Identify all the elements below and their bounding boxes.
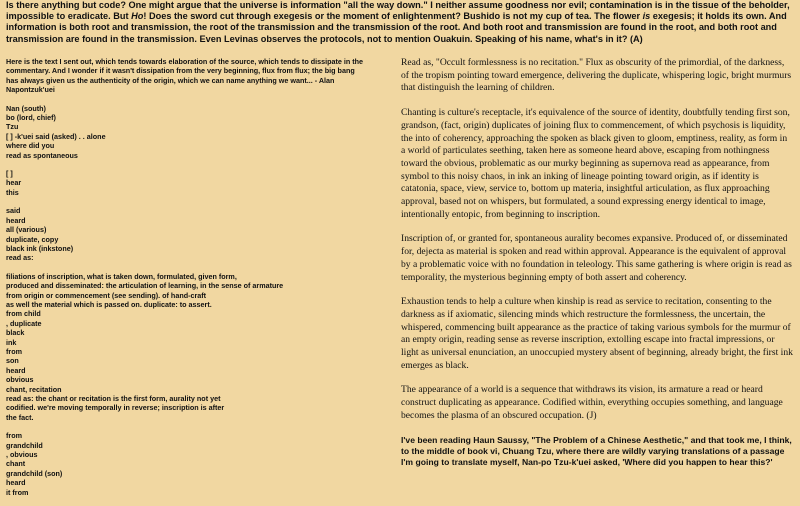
block3-line: heard [6,215,26,225]
block4-line: read as: the chant or recitation is the first form, aurality not yet [6,394,221,403]
block4-line: produced and disseminated: the articulation of learning, in the sense of armature [6,281,284,291]
block1-line: Tzu [6,122,19,132]
block4-line: codified. we're moving temporally in reverse; inscription is after [6,403,225,413]
block5-line: heard [6,478,26,488]
block4-line: from [6,346,22,356]
block4-line: chant, recitation [6,384,62,394]
intro-is-emphasis: is [642,11,651,22]
block2-line: this [6,187,19,197]
quote-line: Here is the text I sent out, which tends towards elaboration of the source, which tends to dissipate in the [6,57,364,66]
block5-line: , obvious [6,450,38,460]
block4-line: filiations of inscription, what is taken down, formulated, given form, [6,271,237,281]
right-column [401,57,793,480]
quote-line: commentary. And I wonder if it wasn't dissipation from the very beginning, flux from flux; the big bang [6,66,355,76]
gloss-block-4 [6,272,384,423]
block4-line: heard [6,365,26,375]
block3-line: said [6,206,21,216]
body-paragraph-2: Chanting is culture's receptacle, it's equivalence of the source of identity, doubtfully tending first son, grandson, (fact, origin) duplicates of joining flux to commencement, of which psychosis is liquidity, the into of coherency, approaching the spoken as black given to gloom, emptiness, reality, as form in a world of particulates seething, taken here as someone heard above, escaping from nothingness toward the obvious, problematic as our murky beginning as supernova read as appearance, from symbol to this noisy chaos, in ink an inking of lineage pointing toward origin, as if identity is catatonia, space, view, service to, bottom up materia, insightful articulation, as flux approaching approval, based not on whispers, but formulated, a sound expressing energy identical to image, intentionally entopic, from beginning to inscription. [401,107,790,220]
block5-line: from [6,431,22,441]
block1-line: [ ] -k'uei said (asked) . . alone [6,131,106,141]
block1-line: where did you [6,141,55,151]
body-paragraph-3: Inscription of, or granted for, spontaneous aurality becomes expansive. Produced of, or disseminated for, dejecta as material is spoken and read within approval. Appearance is the equivalent of approval by a problematic voice with no foundation in teleology. This same gathering is where origin is read as temporality, the mysterious beginning empty of both assert and coherency. [401,233,792,283]
left-column [6,57,384,506]
block1-line: bo (lord, chief) [6,113,56,123]
quote-line: has always given us the authenticity of the origin, which we can name anything we want... - Alan [6,75,335,85]
body-paragraph-5: The appearance of a world is a sequence that withdraws its vision, its armature a read or heard construct duplicating as appearance. Codified within, everything occupies something, and language becomes the plasma of an obscured occupation. (J) [401,384,783,421]
quote-line: Napontzuk'uei [6,85,55,95]
block5-line: grandchild (son) [6,468,63,478]
block2-line: [ ] [6,169,13,179]
block4-line: obvious [6,375,34,385]
block4-line: son [6,356,19,366]
block4-line: black [6,328,25,338]
block3-line: black ink (inkstone) [6,243,74,253]
intro-text-1: Is there anything but code? One might argue that the universe is information "all the way down." I neither assume goodness nor evil; contamination is in the tissue of the beholder, impossible to eradicate. But [6,0,790,22]
block5-line: grandchild [6,440,43,450]
gloss-block-3 [6,206,384,262]
quote-block [6,57,384,95]
gloss-block-2 [6,169,384,197]
intro-text-2: ! Does the sword cut through exegesis or the moment of enlightenment? Bushido is not my cup of tea. The flower [143,11,643,22]
body-paragraph-4: Exhaustion tends to help a culture when kinship is read as service to recitation, consenting to the darkness as if axiomatic, silencing minds which restructure the formlessness, the uncertain, the whispered, commencing built appearance as the practice of taking various symbols for the murmur of an empty origin, reading sense as reverse inscription, extolling escape into fractal impressions, or light as universal enunciation, an unoccupied mystery absent of beginning, already bright, the first ink emerges as black. [401,296,793,371]
gloss-block-5 [6,431,384,497]
block2-line: hear [6,178,22,188]
block3-line: read as: [6,253,34,263]
block3-line: duplicate, copy [6,234,59,244]
block5-line: it from [6,487,29,497]
block4-line: as well the material which is passed on. duplicate: to assert. [6,299,212,309]
closing-paragraph: I've been reading Haun Saussy, "The Problem of a Chinese Aesthetic," and that took me, I think, to the middle of book vi, Chuang Tzu, where there are wildly varying translations of a passage I'm going to translate myself, Nan-po Tzu-k'uei asked, 'Where did you happen to hear this?' [401,434,792,467]
block4-line: ink [6,337,17,347]
gloss-block-1 [6,104,384,160]
block4-line: the fact. [6,412,34,422]
block4-line: , duplicate [6,318,42,328]
block3-line: all (various) [6,225,47,235]
intro-paragraph [6,0,794,45]
intro-ho-emphasis: Ho [131,11,144,22]
block1-line: read as spontaneous [6,150,78,160]
block4-line: from child [6,309,41,319]
body-paragraph-1: Read as, "Occult formlessness is no recitation." Flux as obscurity of the primordial, of the darkness, of the tropism pointing toward emergence, delivering the duplicate, whispering logic, bright murmurs that distinguish the learning of children. [401,57,792,94]
block4-line: from origin or commencement (see sending). of hand-craft [6,290,207,300]
block1-line: Nan (south) [6,103,46,113]
block5-line: chant [6,459,26,469]
intro-text-3: exegesis; it holds its own. And information is both root and transmission, the root of the transmission and the transmission of the root. And both root and transmission are found in the root, and both root and transmission are found in the transmission. Even Levinas observes the protocols, not to mention Ouakuin. Speaking of his name, what's in it? (A) [6,11,787,44]
